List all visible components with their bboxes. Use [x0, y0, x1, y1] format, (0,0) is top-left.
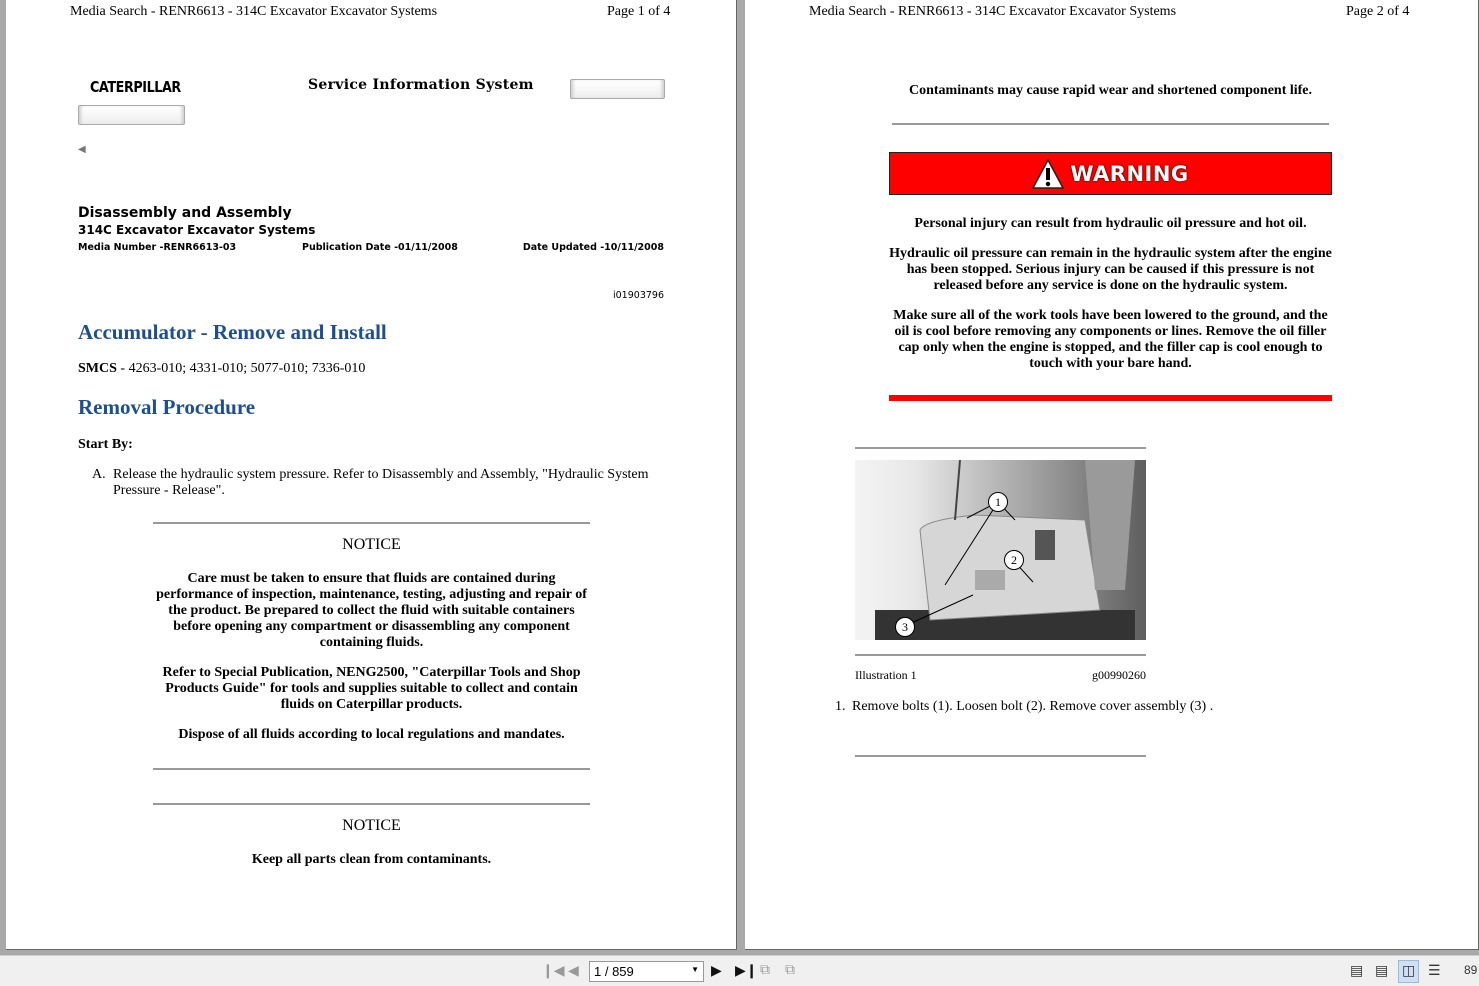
- viewer-toolbar: [0, 955, 1479, 986]
- notice-paragraph: Dispose of all fluids according to local regulations and mandates.: [178, 727, 565, 742]
- continuous-view-icon[interactable]: ▤: [1375, 964, 1389, 979]
- page-title: Accumulator - Remove and Install: [78, 320, 387, 344]
- page-header-number: Page 1 of 4: [607, 4, 671, 19]
- step-a-text: Release the hydraulic system pressure. Refer to Disassembly and Assembly, "Hydraulic System Pressure - Release".: [113, 467, 649, 498]
- first-page-icon[interactable]: ❙◀: [542, 964, 565, 979]
- step-a-marker: A.: [92, 467, 106, 482]
- illustration-label: Illustration 1: [855, 668, 917, 682]
- warning-paragraph: Hydraulic oil pressure can remain in the hydraulic system after the engine has been stopped. Serious injury can be caused if this pressure is not released before any service is done on the hydraulic system.: [889, 246, 1332, 293]
- callout-2: 2: [1004, 550, 1024, 570]
- notice-paragraph: Refer to Special Publication, NENG2500, "Caterpillar Tools and Shop Products Guide" for tools and supplies suitable to collect and contain fluids on Caterpillar products.: [162, 665, 581, 712]
- search-field[interactable]: [78, 105, 185, 125]
- smcs-codes: - 4263-010; 4331-010; 5077-010; 7336-010: [116, 361, 366, 376]
- two-page-continuous-view-icon[interactable]: ☰: [1428, 964, 1441, 979]
- start-by-label: Start By:: [78, 437, 133, 452]
- caterpillar-logo: CATERPILLAR: [90, 78, 181, 96]
- illustration-id: g00990260: [1092, 668, 1146, 682]
- last-page-icon[interactable]: ▶❙: [735, 964, 758, 979]
- contaminants-text: Contaminants may cause rapid wear and shortened component life.: [908, 83, 1313, 98]
- next-page-icon[interactable]: ▶: [711, 964, 722, 979]
- publication-date: Publication Date -01/11/2008: [302, 242, 458, 253]
- notice-title: NOTICE: [342, 817, 401, 834]
- callout-1: 1: [988, 492, 1008, 512]
- step-1-text: Remove bolts (1). Loosen bolt (2). Remove cover assembly (3) .: [852, 699, 1214, 714]
- page-header-number: Page 2 of 4: [1346, 4, 1410, 19]
- pdf-page-2: [745, 0, 1479, 950]
- page-number-select[interactable]: [589, 961, 704, 982]
- single-page-view-icon[interactable]: ▤: [1350, 964, 1364, 979]
- smcs-label: SMCS: [78, 361, 117, 376]
- date-updated: Date Updated -10/11/2008: [522, 242, 664, 253]
- excavator-illustration: [855, 460, 1146, 640]
- warning-label: WARNING: [1070, 161, 1189, 186]
- zoom-level[interactable]: 89: [1464, 963, 1478, 977]
- sis-field[interactable]: [570, 79, 665, 99]
- chevron-down-icon: ▼: [691, 965, 699, 974]
- page-header-title: Media Search - RENR6613 - 314C Excavator Excavator Systems: [70, 4, 438, 19]
- smcs-line: [78, 361, 365, 377]
- back-arrow-icon[interactable]: ◀: [78, 144, 86, 155]
- sis-title: Service Information System: [308, 77, 534, 93]
- warning-bottom-bar: [889, 395, 1332, 401]
- warning-banner: [889, 152, 1332, 195]
- previous-page-icon[interactable]: ◀: [568, 964, 579, 979]
- section-heading: Removal Procedure: [78, 395, 256, 419]
- page-number-value: 1 / 859: [594, 964, 634, 979]
- step-1-marker: 1.: [835, 699, 846, 714]
- rotate-left-icon[interactable]: ⧉: [760, 963, 770, 978]
- media-number: Media Number -RENR6613-03: [78, 242, 237, 253]
- warning-paragraph: Make sure all of the work tools have been lowered to the ground, and the oil is cool before removing any components or lines. Remove the oil filler cap only when the engine is stopped, and the filler cap is cool enough to touch with your bare hand.: [893, 308, 1328, 371]
- two-page-view-icon[interactable]: ◫: [1398, 960, 1419, 983]
- warning-paragraph: Personal injury can result from hydraulic oil pressure and hot oil.: [914, 216, 1307, 231]
- page-header-title: Media Search - RENR6613 - 314C Excavator Excavator Systems: [809, 4, 1177, 19]
- doc-id: i01903796: [613, 290, 664, 301]
- doc-type: Disassembly and Assembly: [78, 205, 292, 221]
- rotate-right-icon[interactable]: ⧉: [785, 963, 795, 978]
- pdf-page-1: [6, 0, 737, 950]
- warning-triangle-icon: [1032, 159, 1064, 189]
- model-name: 314C Excavator Excavator Systems: [78, 223, 316, 237]
- notice-paragraph: Care must be taken to ensure that fluids are contained during performance of inspection, maintenance, testing, adjusting and repair of the product. Be prepared to collect the fluid with suitable containers before opening any compartment or disassembling any component containing fluids.: [156, 571, 587, 650]
- callout-3: 3: [895, 617, 915, 637]
- notice-paragraph: Keep all parts clean from contaminants.: [251, 852, 492, 867]
- notice-title: NOTICE: [342, 536, 401, 553]
